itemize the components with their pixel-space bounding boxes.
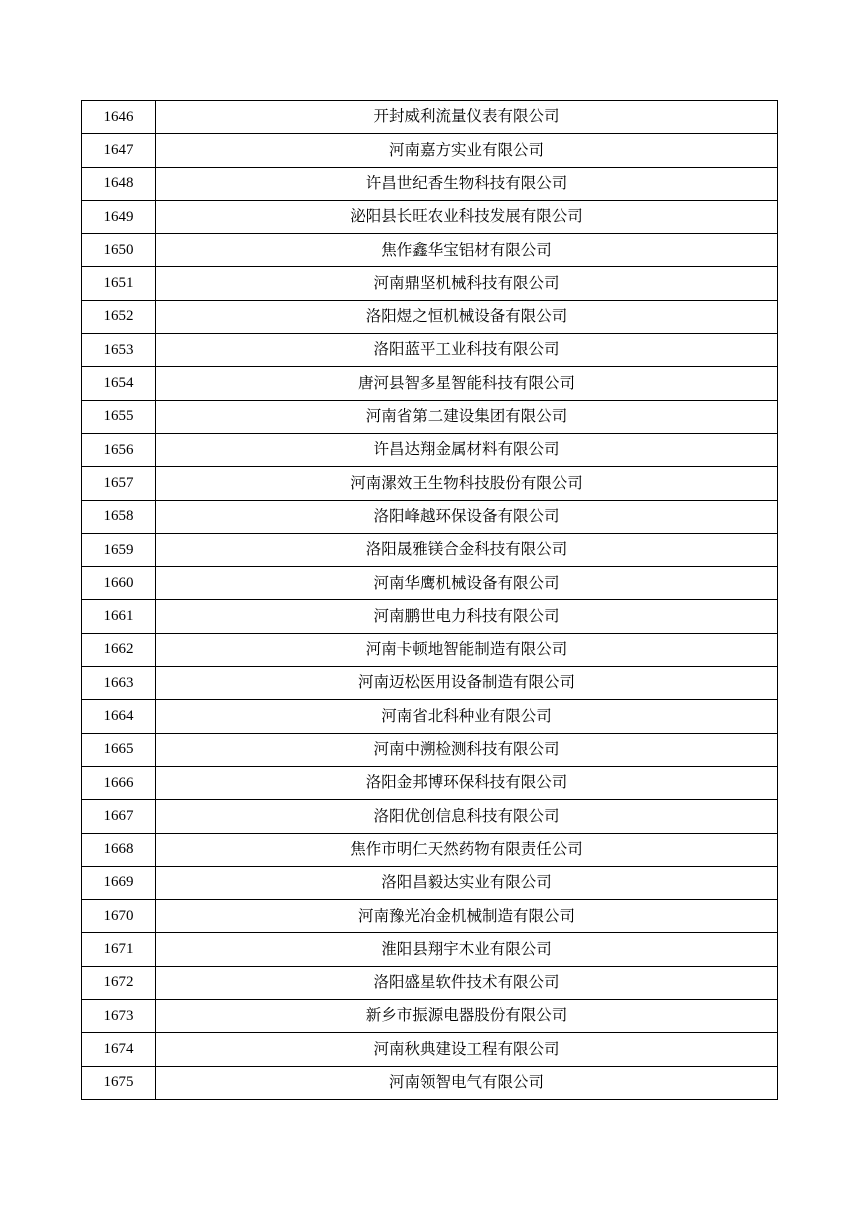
table-row	[82, 400, 778, 433]
company-name: 河南领智电气有限公司	[156, 1066, 778, 1099]
table-row	[82, 700, 778, 733]
table-row	[82, 200, 778, 233]
table-row	[82, 300, 778, 333]
row-number: 1650	[82, 234, 156, 267]
company-name: 焦作鑫华宝铝材有限公司	[156, 234, 778, 267]
row-number: 1669	[82, 866, 156, 899]
company-name: 开封威利流量仪表有限公司	[156, 101, 778, 134]
row-number: 1656	[82, 433, 156, 466]
table-row	[82, 334, 778, 367]
row-number: 1675	[82, 1066, 156, 1099]
table-row	[82, 134, 778, 167]
row-number: 1671	[82, 933, 156, 966]
row-number: 1664	[82, 700, 156, 733]
company-name: 新乡市振源电器股份有限公司	[156, 1000, 778, 1033]
table-row	[82, 600, 778, 633]
table-row	[82, 167, 778, 200]
company-name: 河南豫光冶金机械制造有限公司	[156, 900, 778, 933]
company-name: 河南秋典建设工程有限公司	[156, 1033, 778, 1066]
row-number: 1649	[82, 200, 156, 233]
row-number: 1670	[82, 900, 156, 933]
company-name: 河南卡顿地智能制造有限公司	[156, 633, 778, 666]
company-name: 河南鹏世电力科技有限公司	[156, 600, 778, 633]
table-row	[82, 1066, 778, 1099]
table-row	[82, 433, 778, 466]
company-name: 洛阳金邦博环保科技有限公司	[156, 766, 778, 799]
company-name: 洛阳盛星软件技术有限公司	[156, 966, 778, 999]
table-row	[82, 101, 778, 134]
table-row	[82, 766, 778, 799]
company-name: 河南鼎坚机械科技有限公司	[156, 267, 778, 300]
company-name: 淮阳县翔宇木业有限公司	[156, 933, 778, 966]
row-number: 1666	[82, 766, 156, 799]
row-number: 1654	[82, 367, 156, 400]
table-row	[82, 933, 778, 966]
company-name: 洛阳晟雅镁合金科技有限公司	[156, 533, 778, 566]
row-number: 1658	[82, 500, 156, 533]
table-row	[82, 633, 778, 666]
company-name: 洛阳蓝平工业科技有限公司	[156, 334, 778, 367]
table-row	[82, 533, 778, 566]
row-number: 1673	[82, 1000, 156, 1033]
company-name: 河南省北科种业有限公司	[156, 700, 778, 733]
row-number: 1652	[82, 300, 156, 333]
company-name: 泌阳县长旺农业科技发展有限公司	[156, 200, 778, 233]
row-number: 1661	[82, 600, 156, 633]
row-number: 1646	[82, 101, 156, 134]
company-name: 河南嘉方实业有限公司	[156, 134, 778, 167]
table-row	[82, 500, 778, 533]
row-number: 1667	[82, 800, 156, 833]
company-name: 河南华鹰机械设备有限公司	[156, 567, 778, 600]
company-name: 洛阳昌毅达实业有限公司	[156, 866, 778, 899]
table-row	[82, 234, 778, 267]
row-number: 1659	[82, 533, 156, 566]
row-number: 1653	[82, 334, 156, 367]
company-name: 河南省第二建设集团有限公司	[156, 400, 778, 433]
table-row	[82, 467, 778, 500]
company-name: 许昌世纪香生物科技有限公司	[156, 167, 778, 200]
table-row	[82, 900, 778, 933]
company-name: 唐河县智多星智能科技有限公司	[156, 367, 778, 400]
company-name: 许昌达翔金属材料有限公司	[156, 433, 778, 466]
table-row	[82, 733, 778, 766]
row-number: 1674	[82, 1033, 156, 1066]
row-number: 1668	[82, 833, 156, 866]
table-row	[82, 367, 778, 400]
table-row	[82, 267, 778, 300]
row-number: 1651	[82, 267, 156, 300]
table-row	[82, 567, 778, 600]
row-number: 1657	[82, 467, 156, 500]
row-number: 1665	[82, 733, 156, 766]
company-table	[81, 100, 778, 1100]
row-number: 1655	[82, 400, 156, 433]
row-number: 1660	[82, 567, 156, 600]
table-row	[82, 667, 778, 700]
company-name: 河南漯效王生物科技股份有限公司	[156, 467, 778, 500]
row-number: 1672	[82, 966, 156, 999]
company-name: 焦作市明仁天然药物有限责任公司	[156, 833, 778, 866]
company-name: 洛阳峰越环保设备有限公司	[156, 500, 778, 533]
table-row	[82, 833, 778, 866]
company-table-body	[82, 101, 778, 1100]
company-name: 洛阳煜之恒机械设备有限公司	[156, 300, 778, 333]
row-number: 1663	[82, 667, 156, 700]
company-name: 河南迈松医用设备制造有限公司	[156, 667, 778, 700]
table-row	[82, 966, 778, 999]
row-number: 1647	[82, 134, 156, 167]
table-row	[82, 1000, 778, 1033]
row-number: 1662	[82, 633, 156, 666]
table-row	[82, 1033, 778, 1066]
table-row	[82, 866, 778, 899]
row-number: 1648	[82, 167, 156, 200]
company-name: 河南中溯检测科技有限公司	[156, 733, 778, 766]
table-row	[82, 800, 778, 833]
company-name: 洛阳优创信息科技有限公司	[156, 800, 778, 833]
